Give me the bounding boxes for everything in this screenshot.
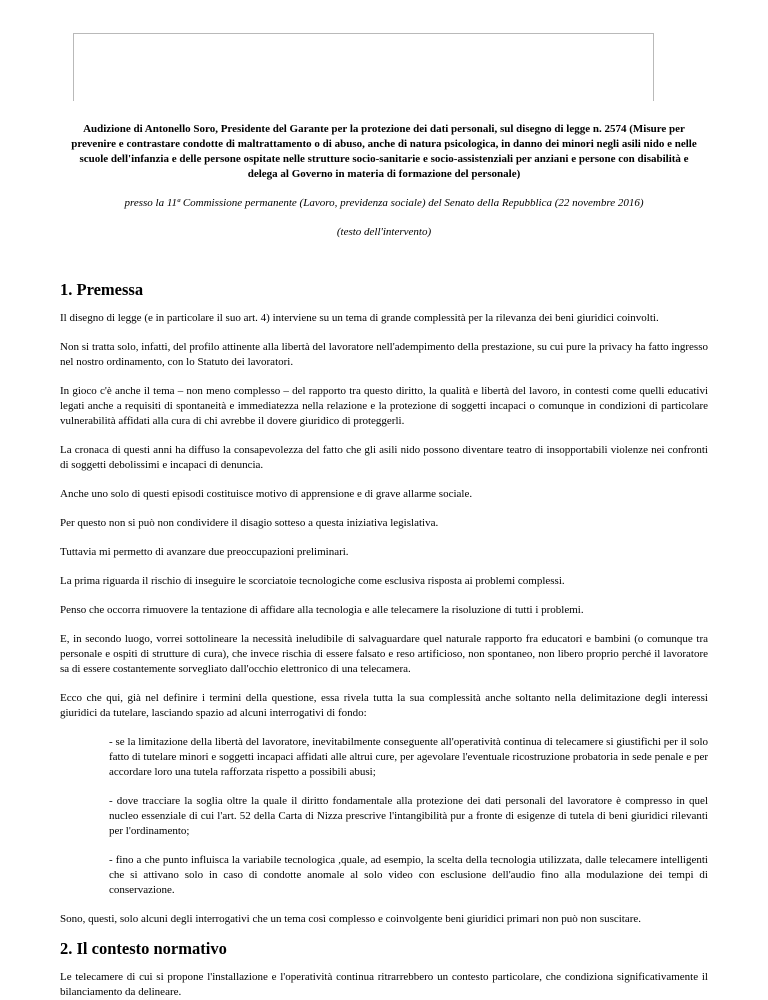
paragraph: Ecco che qui, già nel definire i termini della questione, essa rivela tutta la sua complessità anche soltanto nella delimitazione degli interessi giuridici da tutelare, lasciando spazio ad alcuni interrogativi di fondo: — [60, 692, 708, 719]
paragraph: Sono, questi, solo alcuni degli interrogativi che un tema così complesso e coinvolgente beni giuridici primari non può non suscitare. — [60, 913, 642, 925]
section-heading-contesto-normativo: 2. Il contesto normativo — [60, 939, 227, 958]
document-subtitle: presso la 11ª Commissione permanente (Lavoro, previdenza sociale) del Senato della Repubblica (22 novembre 2016) — [124, 197, 644, 209]
indented-list-item: - se la limitazione della libertà del lavoratore, inevitabilmente conseguente all'operatività continua di telecamere si giustifichi per il solo fatto di tutelare minori e soggetti incapaci affidati alle altrui cure, per agevolare l'eventuale ricostruzione probatoria in sede penale e per accordare loro una tutela rafforzata rispetto a possibili abusi; — [109, 736, 708, 778]
paragraph: Non si tratta solo, infatti, del profilo attinente alla libertà del lavoratore nell'adempimento della prestazione, su cui pure la privacy ha fatto ingresso nel nostro ordinamento, con lo Statuto dei lavoratori. — [60, 341, 708, 368]
paragraph: Tuttavia mi permetto di avanzare due preoccupazioni preliminari. — [60, 546, 349, 558]
paragraph: Per questo non si può non condividere il disagio sotteso a questa iniziativa legislativa. — [60, 517, 439, 529]
paragraph: Penso che occorra rimuovere la tentazione di affidare alla tecnologia e alle telecamere la risoluzione di tutti i problemi. — [60, 604, 584, 616]
document-title: Audizione di Antonello Soro, Presidente del Garante per la protezione dei dati personali, sul disegno di legge n. 2574 (Misure per prevenire e contrastare condotte di maltrattamento o di abuso, anche di natura psicologica, in danno dei minori negli asili nido e nelle scuole dell'infanzia e delle persone ospitate nelle strutture socio-sanitarie e socio-assistenziali per anziani e persone con disabilità e delega al Governo in materia di formazione del personale) — [71, 123, 697, 180]
indented-list-item: - dove tracciare la soglia oltre la quale il diritto fondamentale alla protezione dei dati personali del lavoratore è compresso in quel nucleo essenziale di cui l'art. 52 della Carta di Nizza prescrive l'intangibilità pur a fronte di esigenze di tutela di beni giuridici rilevanti per l'ordinamento; — [109, 795, 708, 837]
paragraph: La prima riguarda il rischio di inseguire le scorciatoie tecnologiche come esclusiva risposta ai problemi complessi. — [60, 575, 565, 587]
section-heading-premessa: 1. Premessa — [60, 280, 144, 299]
paragraph: Le telecamere di cui si propone l'installazione e l'operatività continua ritrarrebbero un contesto particolare, che condiziona significativamente il bilanciamento da delineare. — [60, 971, 708, 998]
header-frame — [73, 33, 654, 101]
document-subtitle-note: (testo dell'intervento) — [336, 226, 432, 238]
document-body — [60, 122, 708, 1000]
indented-list-item: - fino a che punto influisca la variabile tecnologica ,quale, ad esempio, la scelta della tecnologia utilizzata, dalle telecamere intelligenti che si attivano solo in caso di condotte anomale al solo video con esclusione dell'audio fino alla modulazione dei tempi di conservazione. — [109, 854, 708, 896]
paragraph: E, in secondo luogo, vorrei sottolineare la necessità ineludibile di salvaguardare quel naturale rapporto fra educatori e bambini (o comunque tra personale e ospiti di strutture di cura), che invece rischia di essere falsato e reso artificioso, non spontaneo, non libero proprio perché il lavoratore sa di essere costantemente sorvegliato dall'occhio elettronico di una telecamera. — [60, 633, 708, 675]
paragraph: In gioco c'è anche il tema – non meno complesso – del rapporto tra questo diritto, la qualità e libertà del lavoro, in contesti come quelli educativi legati anche a requisiti di spontaneità e immediatezza nella relazione e la protezione di soggetti incapaci o comunque in condizioni di particolare vulnerabilità affidati alla cura di chi avrebbe il dovere giuridico di proteggerli. — [60, 385, 708, 427]
paragraph: Anche uno solo di questi episodi costituisce motivo di apprensione e di grave allarme sociale. — [60, 488, 473, 500]
paragraph: La cronaca di questi anni ha diffuso la consapevolezza del fatto che gli asili nido possono diventare teatro di insopportabili violenze nei confronti di soggetti debolissimi e incapaci di denuncia. — [60, 444, 708, 471]
paragraph: Il disegno di legge (e in particolare il suo art. 4) interviene su un tema di grande complessità per la rilevanza dei beni giuridici coinvolti. — [60, 312, 659, 324]
